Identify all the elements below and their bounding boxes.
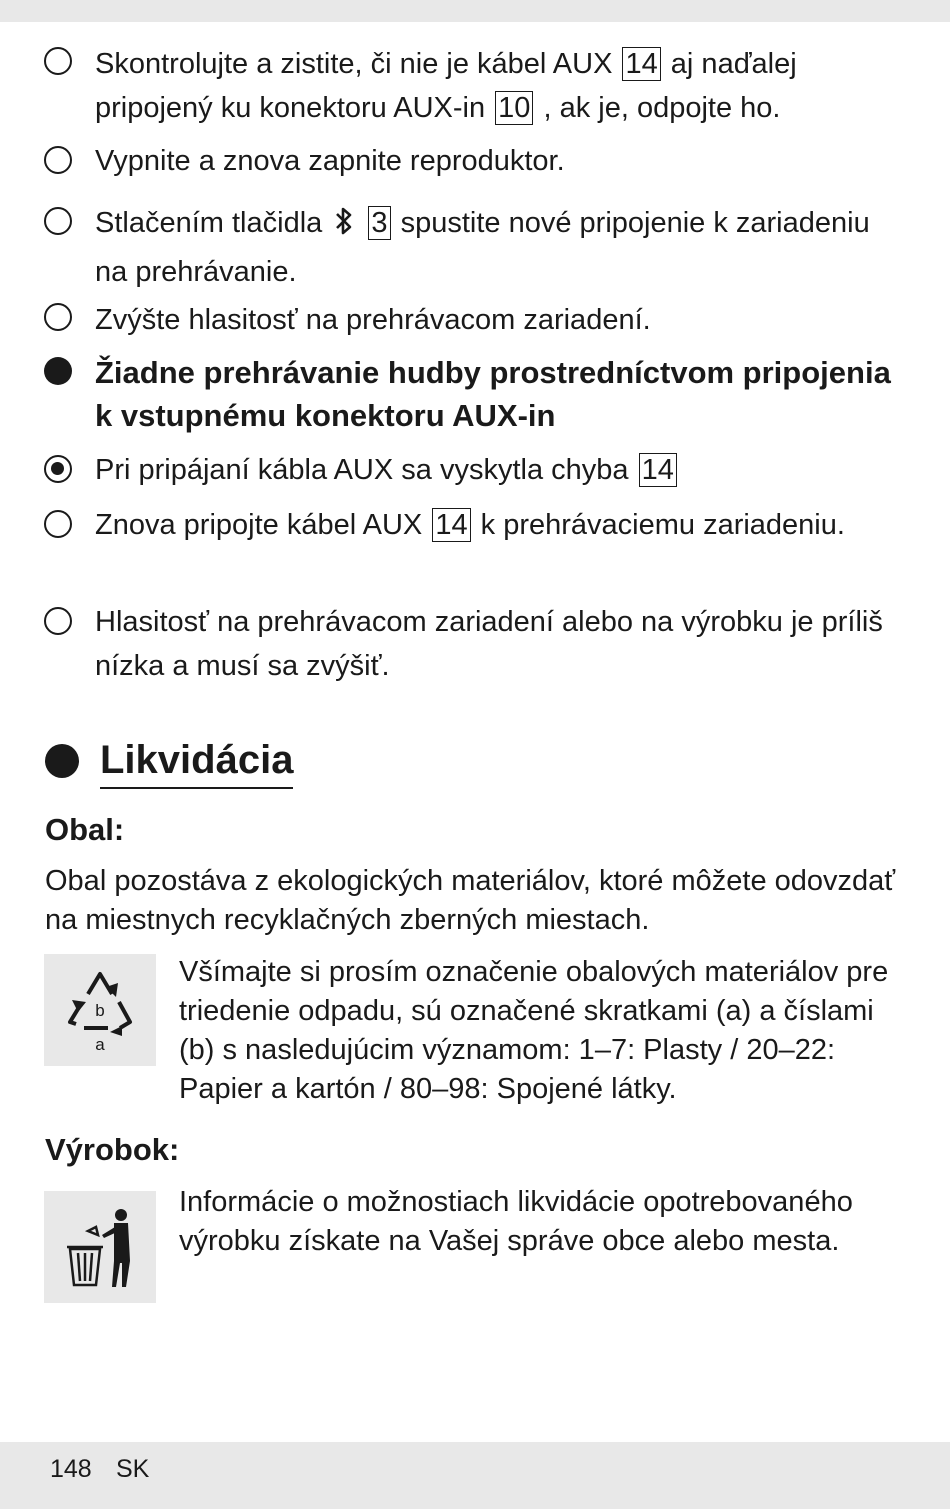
item-text: aj naďalej pripojený ku konektoru AUX-in: [95, 48, 797, 124]
waste-bin-person-icon: [44, 1191, 156, 1303]
list-item: [95, 351, 895, 437]
item-text: k prehrávaciemu zariadeniu.: [472, 509, 845, 541]
reference-number-box: 3: [368, 206, 390, 240]
bullet-icon: [44, 510, 72, 538]
bullet-icon: [44, 303, 72, 331]
item-text: Skontrolujte a zistite, či nie je kábel AUX: [95, 48, 621, 80]
section-title: Likvidácia: [100, 733, 293, 789]
item-text: Stlačením tlačidla: [95, 207, 331, 239]
list-item: [95, 298, 895, 342]
packaging-text: Obal pozostáva z ekologických materiálov, ktoré môžete odovzdať na miestnych recyklačných zberných miestach.: [45, 865, 896, 936]
item-text: Pri pripájaní kábla AUX sa vyskytla chyba: [95, 454, 637, 486]
reference-number-box: 14: [622, 47, 660, 81]
list-item: [95, 201, 895, 294]
item-text: Vypnite a znova zapnite reproduktor.: [95, 145, 565, 177]
bullet-icon: [44, 357, 72, 385]
recycling-letter-b: b: [95, 1001, 105, 1020]
product-note: Informácie o možnostiach likvidácie opotrebovaného výrobku získate na Vašej správe obce alebo mesta.: [179, 1186, 853, 1257]
bullet-icon: [44, 207, 72, 235]
list-item: [95, 42, 895, 130]
recycling-letter-a: a: [95, 1035, 105, 1054]
bullet-icon: [44, 47, 72, 75]
item-text: [358, 207, 366, 239]
reference-number-box: 14: [639, 453, 677, 487]
list-item: [95, 503, 895, 547]
item-text: Hlasitosť na prehrávacom zariadení alebo na výrobku je príliš nízka a musí sa zvýšiť.: [95, 606, 883, 682]
recycling-symbol-icon: [44, 954, 156, 1066]
item-text: Znova pripojte kábel AUX: [95, 509, 431, 541]
bullet-icon: [44, 455, 72, 483]
bullet-icon: [44, 146, 72, 174]
bullet-icon: [44, 607, 72, 635]
page-number: 148: [50, 1455, 92, 1483]
packaging-heading: Obal:: [45, 812, 125, 847]
page-footer: [0, 1442, 950, 1509]
reference-number-box: 14: [432, 508, 470, 542]
item-text: Zvýšte hlasitosť na prehrávacom zariadení.: [95, 304, 651, 336]
list-item: [95, 448, 895, 492]
bluetooth-icon: [334, 205, 354, 250]
item-text: spustite nové pripojenie k zariadeniu na prehrávanie.: [95, 207, 870, 288]
section-bullet-icon: [45, 744, 79, 778]
list-item: [95, 600, 895, 688]
item-text: , ak je, odpojte ho.: [535, 92, 781, 124]
item-text: Žiadne prehrávanie hudby prostredníctvom pripojenia k vstupnému konektoru AUX-in: [95, 355, 891, 433]
top-band: [0, 0, 950, 22]
reference-number-box: 10: [495, 91, 533, 125]
language-code: SK: [116, 1455, 150, 1483]
product-heading: Výrobok:: [45, 1132, 180, 1167]
packaging-note: Všímajte si prosím označenie obalových materiálov pre triedenie odpadu, sú označené skratkami (a) a číslami (b) s nasledujúcim významom: 1–7: Plasty / 20–22: Papier a kartón / 80–98: Spojené látky.: [179, 956, 889, 1105]
list-item: [95, 139, 895, 183]
